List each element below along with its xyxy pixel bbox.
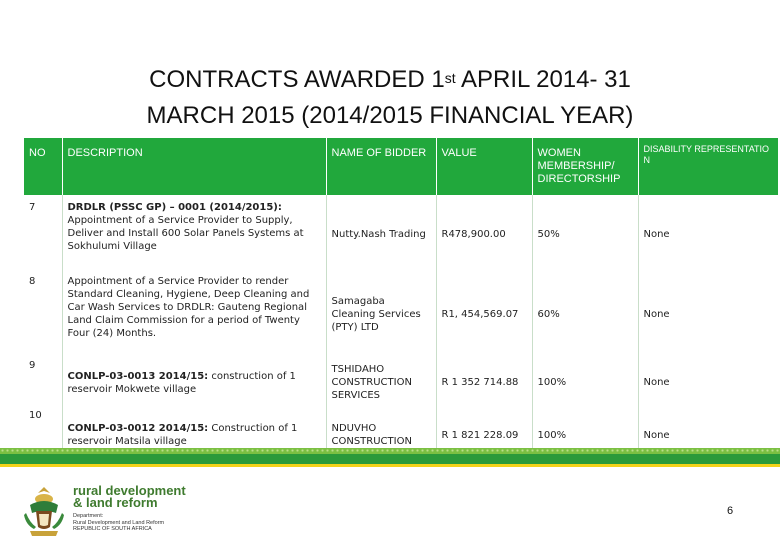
- contracts-table: [24, 138, 778, 461]
- title-line-2: MARCH 2015 (2014/2015 FINANCIAL YEAR): [146, 102, 634, 129]
- row-women: 100%: [532, 354, 638, 406]
- row-description-text: construction of 1 reservoir Mokwete village: [67, 370, 296, 395]
- table-row: [24, 354, 778, 406]
- row-disability: None: [638, 406, 778, 461]
- row-women: 60%: [532, 268, 638, 354]
- coat-of-arms-icon: [20, 483, 68, 539]
- row-value: R1, 454,569.07: [436, 268, 532, 354]
- logo-title-line-1: rural development: [73, 483, 186, 498]
- row-no: 7: [24, 195, 62, 268]
- row-description-code: CONLP-03-0013 2014/15:: [67, 370, 209, 382]
- title-line-1: CONTRACTS AWARDED 1st APRIL 2014- 31: [149, 66, 631, 93]
- row-women: 100%: [532, 406, 638, 461]
- row-value: R478,900.00: [436, 195, 532, 268]
- footer-band-green: [0, 454, 780, 464]
- page-number: 6: [727, 505, 734, 517]
- row-description-text: Appointment of a Service Provider to Supply, Deliver and Install 600 Solar Panels Systems at Sokhulumi Village: [67, 215, 304, 252]
- footer-band-yellow: [0, 464, 780, 467]
- header-description: DESCRIPTION: [62, 138, 326, 195]
- header-disability: DISABILITY REPRESENTATIO N: [638, 138, 778, 195]
- row-value: R 1 352 714.88: [436, 354, 532, 406]
- row-no: 10: [24, 406, 62, 461]
- table-header-row: [24, 138, 778, 195]
- header-no: NO: [24, 138, 62, 195]
- row-description-code: DRDLR (PSSC GP) – 0001 (2014/2015):: [67, 202, 282, 213]
- row-bidder: Samagaba Cleaning Services (PTY) LTD: [326, 268, 436, 354]
- header-value: VALUE: [436, 138, 532, 195]
- header-women: WOMEN MEMBERSHIP/ DIRECTORSHIP: [532, 138, 638, 195]
- row-value: R 1 821 228.09: [436, 406, 532, 461]
- row-description-text: Appointment of a Service Provider to render Standard Cleaning, Hygiene, Deep Cleaning and Car Wash Services to DRDLR: Gauteng Regional Land Claim Commission for a period of Twenty Four (24) Months.: [67, 276, 310, 339]
- row-description: [62, 195, 326, 268]
- row-bidder: NDUVHO CONSTRUCTION: [326, 406, 436, 461]
- row-bidder: Nutty.Nash Trading: [326, 195, 436, 268]
- table-row: [24, 268, 778, 354]
- row-description: [62, 354, 326, 406]
- row-no: 9: [24, 354, 62, 406]
- logo-subtitle: Department: Rural Development and Land Reform REPUBLIC OF SOUTH AFRICA: [73, 513, 165, 532]
- row-description: [62, 268, 326, 354]
- row-women: 50%: [532, 195, 638, 268]
- table-row: [24, 195, 778, 268]
- logo-title-line-2: & land reform: [73, 495, 158, 510]
- row-disability: None: [638, 195, 778, 268]
- row-disability: None: [638, 268, 778, 354]
- row-disability: None: [638, 354, 778, 406]
- row-description-text: Construction of 1 reservoir Matsila village: [67, 423, 298, 447]
- slide-title: [0, 62, 780, 134]
- row-no: 8: [24, 268, 62, 354]
- header-bidder: NAME OF BIDDER: [326, 138, 436, 195]
- row-bidder: TSHIDAHO CONSTRUCTION SERVICES: [326, 354, 436, 406]
- row-description-code: CONLP-03-0012 2014/15:: [67, 423, 209, 434]
- department-logo: [20, 483, 210, 539]
